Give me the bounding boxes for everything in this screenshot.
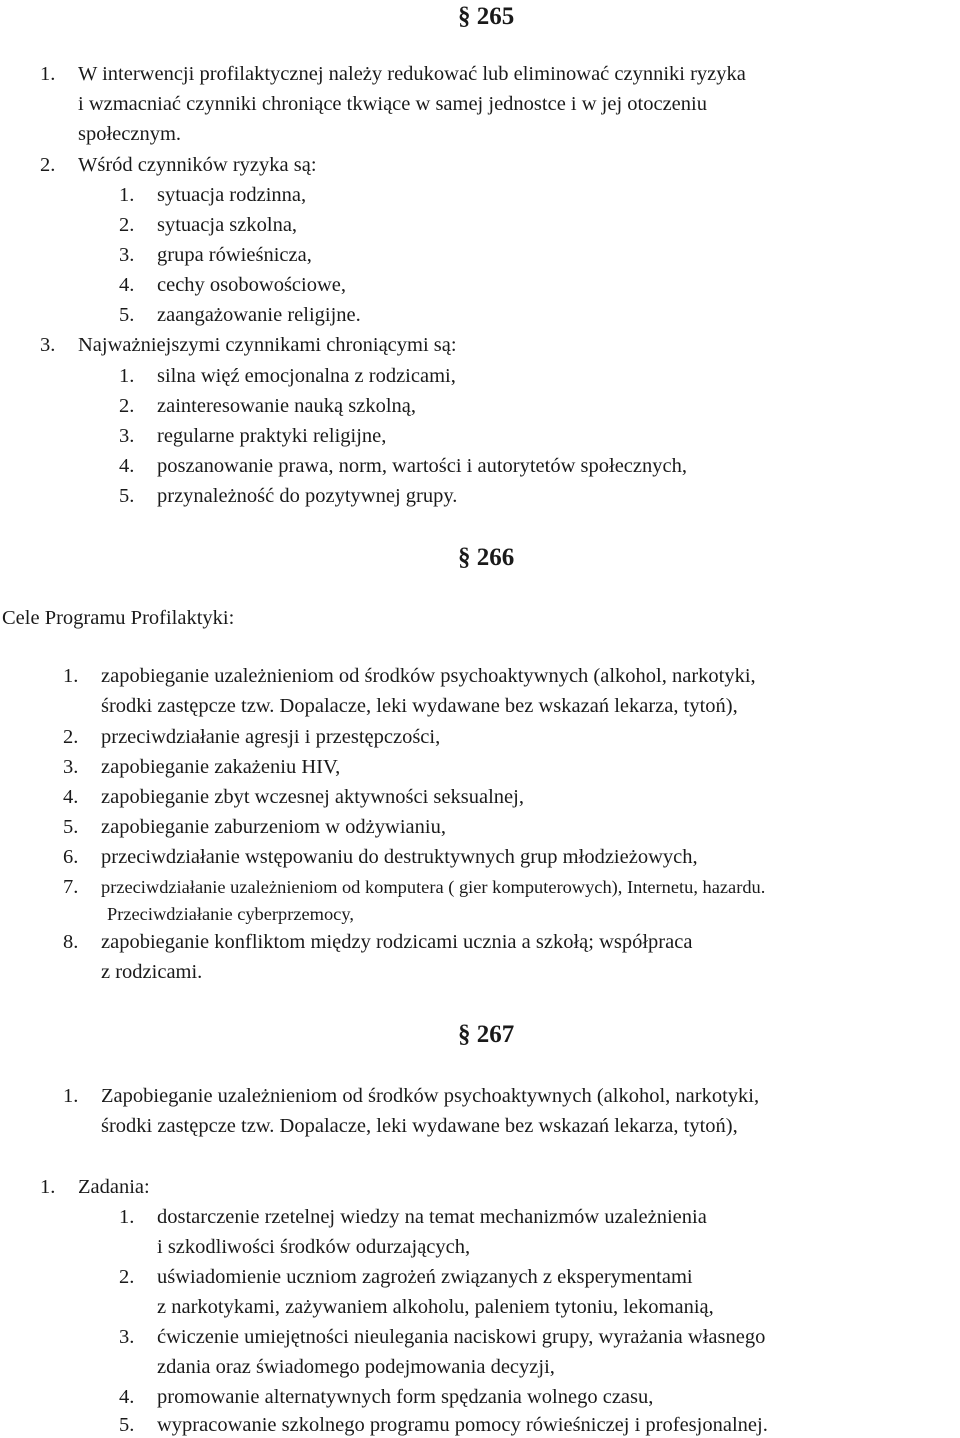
item-number: 2. <box>63 726 79 748</box>
item-number: 2. <box>40 154 56 176</box>
item-text-line: Zapobieganie uzależnieniom od środków psychoaktywnych (alkohol, narkotyki, <box>101 1085 760 1107</box>
item-text-line: z rodzicami. <box>101 961 203 983</box>
item-text-line: zapobieganie uzależnieniom od środków psychoaktywnych (alkohol, narkotyki, <box>101 665 756 687</box>
section-267-title: § 267 <box>458 1021 515 1048</box>
task-text-line: zdania oraz świadomego podejmowania decyzji, <box>157 1356 555 1378</box>
subitem-number: 1. <box>119 365 135 387</box>
task-number: 3. <box>119 1326 135 1348</box>
subitem-text: silna więź emocjonalna z rodzicami, <box>157 365 456 387</box>
item-text-line: Przeciwdziałanie cyberprzemocy, <box>107 904 354 924</box>
task-number: 5. <box>119 1414 135 1436</box>
task-number: 2. <box>119 1266 135 1288</box>
subitem-number: 5. <box>119 304 135 326</box>
subitem-text: zaangażowanie religijne. <box>157 304 361 326</box>
subitem-text: zainteresowanie nauką szkolną, <box>157 395 416 417</box>
item-text-line: społecznym. <box>78 123 182 145</box>
subitem-number: 4. <box>119 274 135 296</box>
section-heading: Cele Programu Profilaktyki: <box>2 607 235 629</box>
item-number: 6. <box>63 846 79 868</box>
subitem-text: poszanowanie prawa, norm, wartości i autorytetów społecznych, <box>157 455 687 477</box>
item-text-line: Wśród czynników ryzyka są: <box>78 154 317 176</box>
task-text-line: uświadomienie uczniom zagrożeń związanych z eksperymentami <box>157 1266 693 1288</box>
item-number: 1. <box>63 1085 79 1107</box>
subitem-number: 2. <box>119 214 135 236</box>
item-number: 7. <box>63 876 79 898</box>
item-text-line: przeciwdziałanie agresji i przestępczości, <box>101 726 441 748</box>
section-266-title: § 266 <box>458 544 515 571</box>
item-text-line: Najważniejszymi czynnikami chroniącymi są: <box>78 334 457 356</box>
item-number: 4. <box>63 786 79 808</box>
task-text-line: ćwiczenie umiejętności nieulegania naciskowi grupy, wyrażania własnego <box>157 1326 766 1348</box>
subitem-text: cechy osobowościowe, <box>157 274 347 296</box>
item-text-line: i wzmacniać czynniki chroniące tkwiące w samej jednostce i w jej otoczeniu <box>78 93 707 115</box>
item-text-line: środki zastępcze tzw. Dopalacze, leki wydawane bez wskazań lekarza, tytoń), <box>101 1115 738 1137</box>
task-number: 1. <box>119 1206 135 1228</box>
item-text-line: zapobieganie zakażeniu HIV, <box>101 756 341 778</box>
item-text-line: W interwencji profilaktycznej należy redukować lub eliminować czynniki ryzyka <box>78 63 746 85</box>
subitem-text: sytuacja rodzinna, <box>157 184 307 206</box>
item-number: 3. <box>63 756 79 778</box>
subitem-number: 3. <box>119 244 135 266</box>
subitem-number: 1. <box>119 184 135 206</box>
item-text-line: przeciwdziałanie uzależnieniom od komputera ( gier komputerowych), Internetu, hazardu. <box>101 877 766 897</box>
task-text-line: dostarczenie rzetelnej wiedzy na temat mechanizmów uzależnienia <box>157 1206 707 1228</box>
item-number: 3. <box>40 334 56 356</box>
task-number: 4. <box>119 1386 135 1408</box>
subitem-text: regularne praktyki religijne, <box>157 425 387 447</box>
task-text-line: wypracowanie szkolnego programu pomocy rówieśniczej i profesjonalnej. <box>157 1414 768 1436</box>
subitem-number: 4. <box>119 455 135 477</box>
subitem-number: 2. <box>119 395 135 417</box>
task-text-line: z narkotykami, zażywaniem alkoholu, paleniem tytoniu, lekomanią, <box>157 1296 714 1318</box>
subitem-number: 3. <box>119 425 135 447</box>
task-text-line: promowanie alternatywnych form spędzania wolnego czasu, <box>157 1386 654 1408</box>
item-number: 5. <box>63 816 79 838</box>
subitem-text: sytuacja szkolna, <box>157 214 298 236</box>
item-text-line: przeciwdziałanie wstępowaniu do destruktywnych grup młodzieżowych, <box>101 846 698 868</box>
item-text-line: zapobieganie zbyt wczesnej aktywności seksualnej, <box>101 786 524 808</box>
section-265-title: § 265 <box>458 3 515 30</box>
item-text-line: zapobieganie konfliktom między rodzicami ucznia a szkołą; współpraca <box>101 931 693 953</box>
item-text-line: środki zastępcze tzw. Dopalacze, leki wydawane bez wskazań lekarza, tytoń), <box>101 695 738 717</box>
item-number: 1. <box>63 665 79 687</box>
subitem-text: grupa rówieśnicza, <box>157 244 312 266</box>
subitem-number: 5. <box>119 485 135 507</box>
tasks-label: Zadania: <box>78 1176 150 1198</box>
tasks-number: 1. <box>40 1176 56 1198</box>
item-number: 1. <box>40 63 56 85</box>
item-number: 8. <box>63 931 79 953</box>
subitem-text: przynależność do pozytywnej grupy. <box>157 485 458 507</box>
task-text-line: i szkodliwości środków odurzających, <box>157 1236 471 1258</box>
item-text-line: zapobieganie zaburzeniom w odżywianiu, <box>101 816 446 838</box>
